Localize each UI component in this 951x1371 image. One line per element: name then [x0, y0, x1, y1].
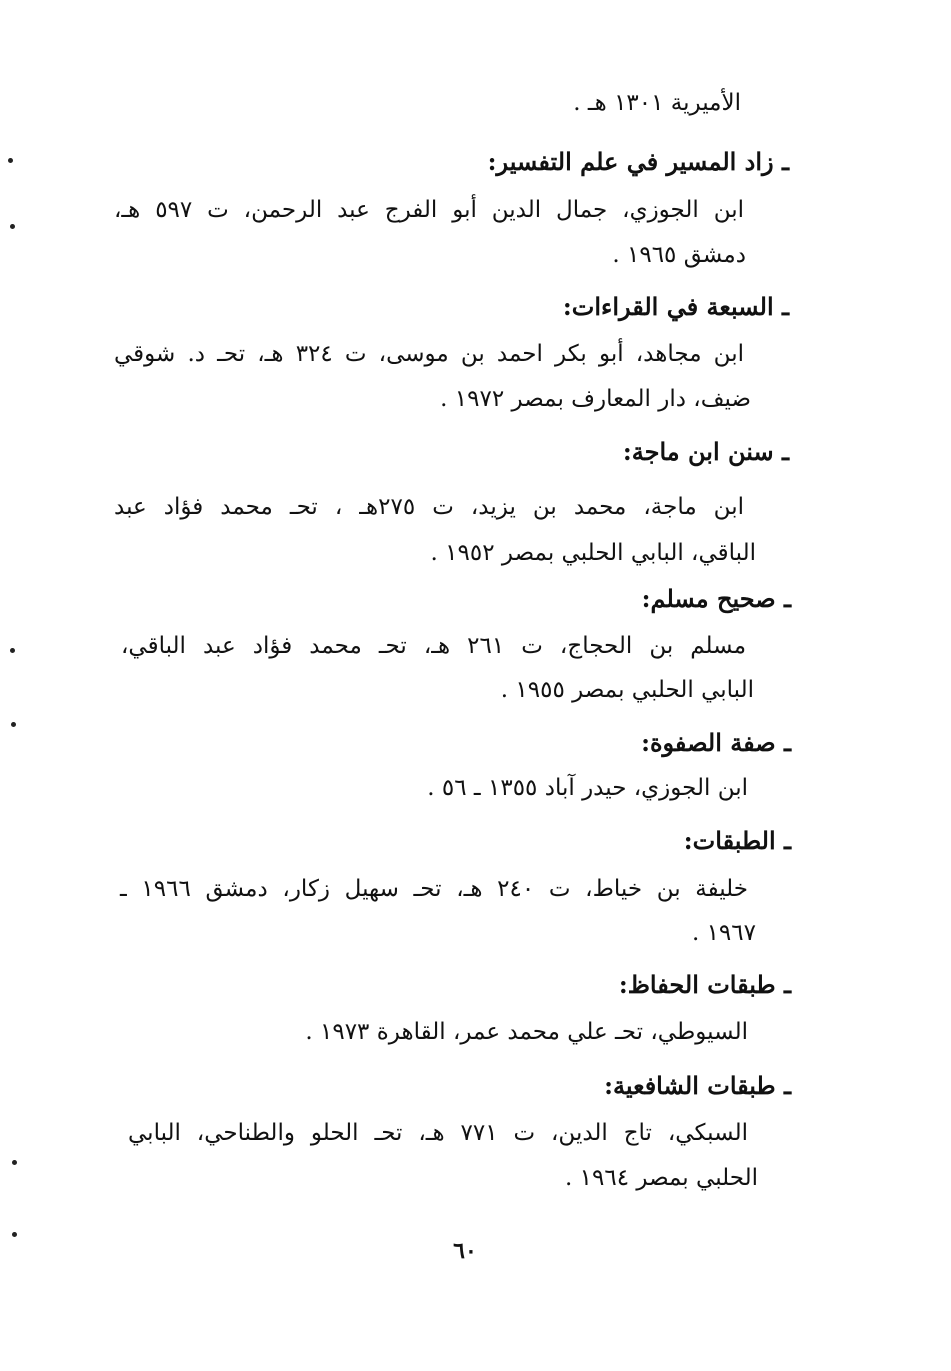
entry-title: ـ سنن ابن ماجة:: [622, 437, 789, 466]
entry-line: مسلم بن الحجاج، ت ٢٦١ هـ، تحـ محمد فؤاد عبد الباقي،: [121, 633, 747, 659]
entry-title: ـ الطبقات:: [683, 826, 791, 855]
entry-title: ـ طبقات الشافعية:: [604, 1071, 791, 1100]
entry-line: ابن الجوزي، حيدر آباد ١٣٥٥ ـ ٥٦ .: [427, 775, 748, 801]
entry-line: خليفة بن خياط، ت ٢٤٠ هـ، تحـ سهيل زكار، دمشق ١٩٦٦ ـ: [120, 876, 748, 902]
margin-speck: [12, 1160, 17, 1165]
entry-line: البابي الحلبي بمصر ١٩٥٥ .: [500, 677, 754, 703]
entry-title: ـ زاد المسير في علم التفسير:: [487, 147, 789, 176]
entry-line: السبكي، تاج الدين، ت ٧٧١ هـ، تحـ الحلو والطناحي، البابي: [128, 1120, 748, 1146]
entry-line: ابن الجوزي، جمال الدين أبو الفرج عبد الرحمن، ت ٥٩٧ هـ،: [114, 197, 744, 223]
entry-line: دمشق ١٩٦٥ .: [612, 242, 746, 268]
entry-title: ـ صفة الصفوة:: [641, 728, 791, 757]
entry-title: ـ طبقات الحفاظ:: [618, 970, 791, 999]
entry-line: ضيف، دار المعارف بمصر ١٩٧٢ .: [440, 386, 751, 412]
margin-speck: [11, 722, 16, 727]
entry-line: السيوطي، تحـ علي محمد عمر، القاهرة ١٩٧٣ .: [305, 1019, 748, 1045]
entry-title: ـ صحيح مسلم:: [641, 584, 791, 613]
margin-speck: [12, 1232, 17, 1237]
entry-line: الأميرية ١٣٠١ هـ .: [573, 90, 741, 116]
entry-title: ـ السبعة في القراءات:: [562, 292, 789, 321]
margin-speck: [10, 224, 15, 229]
entry-line: ١٩٦٧ .: [691, 920, 756, 946]
entry-line: ابن ماجة، محمد بن يزيد، ت ٢٧٥هـ ، تحـ محمد فؤاد عبد: [114, 494, 744, 520]
entry-line: الباقي، البابي الحلبي بمصر ١٩٥٢ .: [430, 540, 756, 566]
page-number: ٦٠: [453, 1238, 477, 1264]
margin-speck: [8, 158, 13, 163]
entry-line: الحلبي بمصر ١٩٦٤ .: [565, 1165, 758, 1191]
margin-speck: [10, 648, 15, 653]
entry-line: ابن مجاهد، أبو بكر احمد بن موسى، ت ٣٢٤ هـ، تحـ د. شوقي: [114, 341, 744, 367]
